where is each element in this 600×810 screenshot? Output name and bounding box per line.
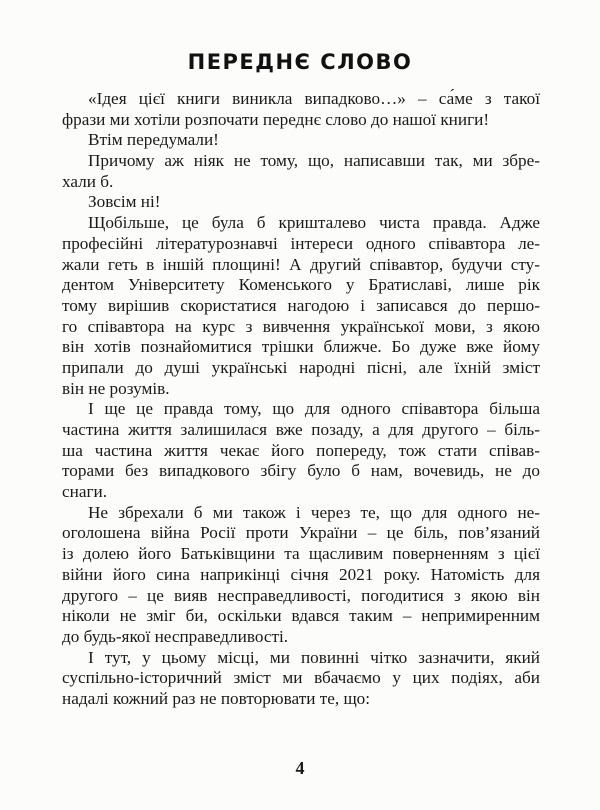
text-line: Втім передумали! [88,130,219,150]
text-line: другого – це вияв несправедливості, погодитися з якою він [62,585,540,605]
text-line: із долею його Батьківщини та щасливим поверненням з цієї [62,544,540,564]
text-line: до будь-якої несправедливості. [62,626,289,646]
text-line: хали б. [62,171,114,191]
text-line: тому вирішив скористатися нагодою і записався до першо- [62,295,540,315]
text-line: «Ідея цієї книги виникла випадково…» – са́ме з такої [88,89,540,108]
text-line: Не збрехали б ми також і через те, що для одного не- [88,502,540,522]
text-line: жали геть в іншій площині! А другий співавтор, будучи сту- [62,254,540,274]
text-line: професійні літературознавчі інтереси одного співавтора ле- [62,233,540,253]
text-line: оголошена війна Росії проти України – це біль, пов’язаний [62,523,540,543]
text-line: дентом Університету Коменського у Братиславі, лише рік [62,275,540,295]
text-line: І тут, у цьому місці, ми повинні чітко зазначити, який [88,647,540,667]
text-line: надалі кожний раз не повторювати те, що: [62,688,371,708]
text-line: фрази ми хотіли розпочати переднє слово до нашої книги! [62,109,490,129]
text-line: війни його сина наприкінці січня 2021 року. Натомість для [62,564,540,584]
page-title: ПЕРЕДНЄ СЛОВО [187,50,413,74]
text-line: торами без випадкового збігу було б нам, вочевидь, не до [62,461,540,481]
text-line: Щобільше, це була б кришталево чиста правда. Адже [88,213,540,233]
text-line: снаги. [62,482,107,502]
text-line: го співавтора на курс з вивчення української мови, з якою [62,316,540,336]
text-line: Причому аж ніяк не тому, що, написавши так, ми збре- [88,151,540,171]
text-line: припали до душі українські народні пісні, але їхній зміст [62,357,540,377]
text-line: він хотів познайомитися трішки ближче. Бо дуже вже йому [62,337,540,357]
text-line: суспільно-історичний зміст ми вбачаємо у цих подіях, аби [62,668,540,688]
text-line: Зовсім ні! [88,192,161,212]
text-line: ніколи не зміг би, оскільки вдався таким – непримиренним [62,606,540,626]
body-text [62,89,540,710]
text-line: І ще це правда тому, що для одного співавтора більша [88,399,540,419]
text-line: ша частина життя чекає його попереду, тож стати співав- [62,440,540,460]
text-line: він не розумів. [62,378,170,398]
text-line: частина життя залишилася вже позаду, а для другого – біль- [62,420,540,439]
page-number: 4 [295,758,305,778]
